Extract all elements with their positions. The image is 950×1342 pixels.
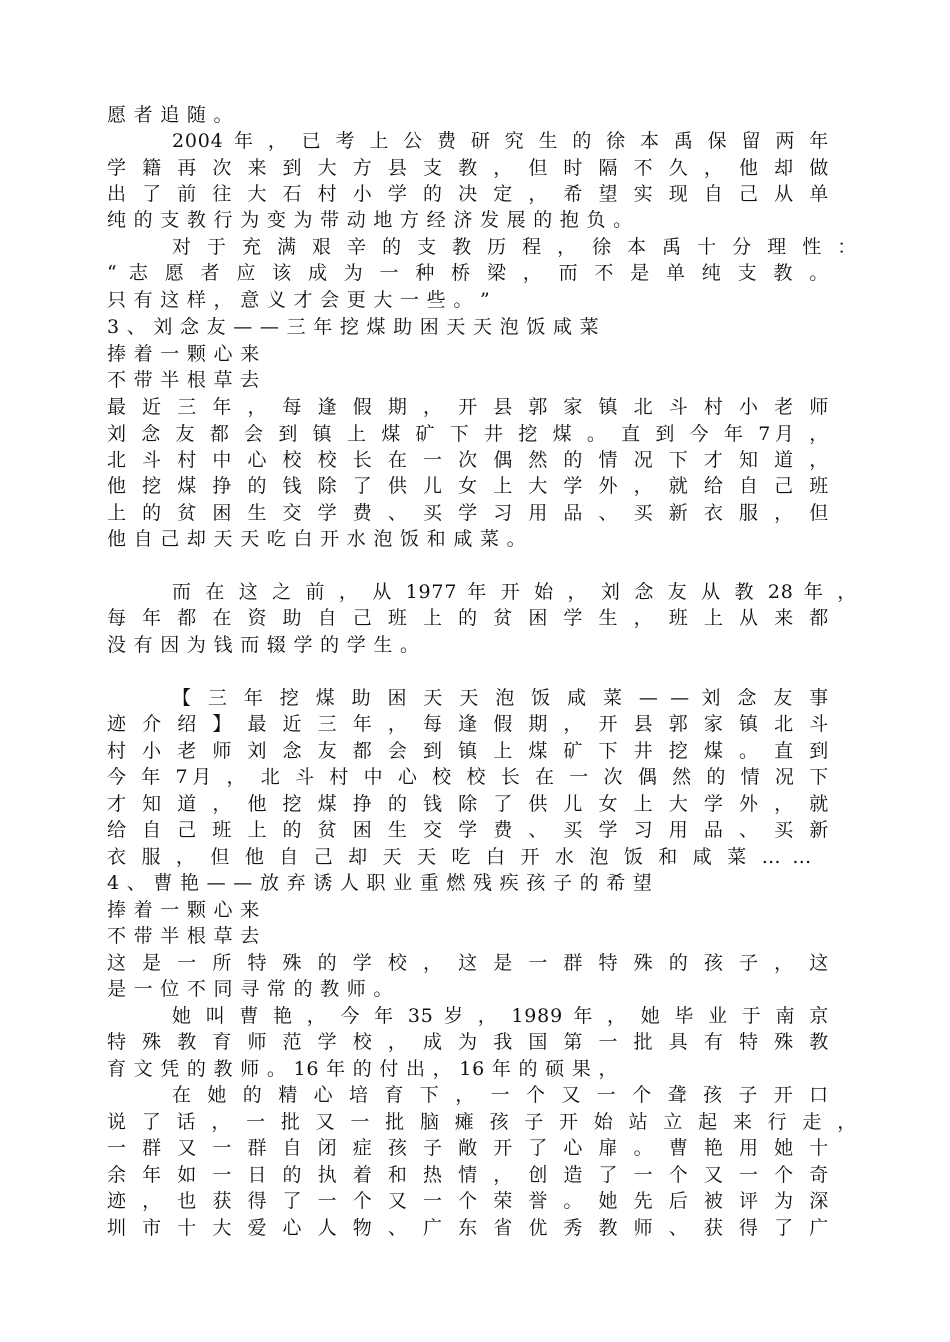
text-line: “ 志 愿 者 应 该 成 为 一 种 桥 梁 ， 而 不 是 单 纯 支 教 。	[107, 262, 829, 284]
motto-line: 捧 着 一 颗 心 来	[107, 899, 260, 921]
text-line: 出 了 前 往 大 石 村 小 学 的 决 定 ， 希 望 实 现 自 己 从 单	[107, 183, 829, 205]
text-line: 纯 的 支 教 行 为 变 为 带 动 地 方 经 济 发 展 的 抱 负 。	[107, 209, 633, 231]
motto-line: 不 带 半 根 草 去	[107, 369, 260, 391]
text-line: 村 小 老 师 刘 念 友 都 会 到 镇 上 煤 矿 下 井 挖 煤 。 直 到	[107, 740, 829, 762]
section-heading: 4 、 曹 艳 — — 放 弃 诱 人 职 业 重 燃 残 疾 孩 子 的 希 望	[107, 872, 653, 894]
text-line: 迹 介 绍 】 最 近 三 年 ， 每 逢 假 期 ， 开 县 郭 家 镇 北 斗	[107, 713, 829, 735]
text-line: 特 殊 教 育 师 范 学 校 ， 成 为 我 国 第 一 批 具 有 特 殊 教	[107, 1031, 829, 1053]
text-line: 学 籍 再 次 来 到 大 方 县 支 教 ， 但 时 隔 不 久 ， 他 却 做	[107, 157, 829, 179]
text-line: 是 一 位 不 同 寻 常 的 教 师 。	[107, 978, 394, 1000]
paragraph-start-line: 而 在 这 之 前 ， 从 1977 年 开 始 ， 刘 念 友 从 教 28 年 ，	[172, 581, 857, 603]
motto-line: 捧 着 一 颗 心 来	[107, 343, 260, 365]
motto-line: 不 带 半 根 草 去	[107, 925, 260, 947]
text-line: 衣 服 ， 但 他 自 己 却 天 天 吃 白 开 水 泡 饭 和 咸 菜 … …	[107, 846, 812, 868]
text-line: 刘 念 友 都 会 到 镇 上 煤 矿 下 井 挖 煤 。 直 到 今 年 7月 ，	[107, 423, 829, 445]
text-line: 迹 ， 也 获 得 了 一 个 又 一 个 荣 誉 。 她 先 后 被 评 为 深	[107, 1190, 829, 1212]
text-line: 才 知 道 ， 他 挖 煤 挣 的 钱 除 了 供 儿 女 上 大 学 外 ， 就	[107, 793, 829, 815]
text-line: 只 有 这 样 ， 意 义 才 会 更 大 一 些 。 ”	[107, 289, 491, 311]
section-heading: 3 、 刘 念 友 — — 三 年 挖 煤 助 困 天 天 泡 饭 咸 菜	[107, 316, 600, 338]
text-line: 上 的 贫 困 生 交 学 费 、 买 学 习 用 品 、 买 新 衣 服 ， 但	[107, 502, 829, 524]
text-line: 每 年 都 在 资 助 自 己 班 上 的 贫 困 学 生 ， 班 上 从 来 都	[107, 607, 829, 629]
text-line: 愿 者 追 随 。	[107, 104, 234, 126]
text-line: 他 自 己 却 天 天 吃 白 开 水 泡 饭 和 咸 菜 。	[107, 528, 527, 550]
paragraph-start-line: 【 三 年 挖 煤 助 困 天 天 泡 饭 咸 菜 — — 刘 念 友 事	[172, 687, 830, 709]
text-line: 北 斗 村 中 心 校 校 长 在 一 次 偶 然 的 情 况 下 才 知 道 ，	[107, 449, 829, 471]
text-line: 余 年 如 一 日 的 执 着 和 热 情 ， 创 造 了 一 个 又 一 个 奇	[107, 1164, 829, 1186]
text-line: 给 自 己 班 上 的 贫 困 生 交 学 费 、 买 学 习 用 品 、 买 新	[107, 819, 829, 841]
text-line: 今 年 7月 ， 北 斗 村 中 心 校 校 长 在 一 次 偶 然 的 情 况 下	[107, 766, 829, 788]
paragraph-start-line: 2004 年 ， 已 考 上 公 费 研 究 生 的 徐 本 禹 保 留 两 年	[172, 130, 829, 152]
text-line: 说 了 话 ， 一 批 又 一 批 脑 瘫 孩 子 开 始 站 立 起 来 行 走 ，	[107, 1111, 857, 1133]
paragraph-start-line: 在 她 的 精 心 培 育 下 ， 一 个 又 一 个 聋 孩 子 开 口	[172, 1084, 829, 1106]
text-line: 圳 市 十 大 爱 心 人 物 、 广 东 省 优 秀 教 师 、 获 得 了 广	[107, 1217, 829, 1239]
text-line: 这 是 一 所 特 殊 的 学 校 ， 这 是 一 群 特 殊 的 孩 子 ， 这	[107, 952, 829, 974]
text-line: 没 有 因 为 钱 而 辍 学 的 学 生 。	[107, 634, 420, 656]
text-line: 育 文 凭 的 教 师 。 16 年 的 付 出 ， 16 年 的 硕 果 ，	[107, 1058, 619, 1080]
text-line: 一 群 又 一 群 自 闭 症 孩 子 敞 开 了 心 扉 。 曹 艳 用 她 十	[107, 1137, 829, 1159]
paragraph-start-line: 她 叫 曹 艳 ， 今 年 35 岁 ， 1989 年 ， 她 毕 业 于 南 京	[172, 1005, 829, 1027]
text-line: 最 近 三 年 ， 每 逢 假 期 ， 开 县 郭 家 镇 北 斗 村 小 老 师	[107, 396, 829, 418]
text-line: 他 挖 煤 挣 的 钱 除 了 供 儿 女 上 大 学 外 ， 就 给 自 己 班	[107, 475, 829, 497]
paragraph-start-line: 对 于 充 满 艰 辛 的 支 教 历 程 ， 徐 本 禹 十 分 理 性 ：	[172, 236, 857, 258]
